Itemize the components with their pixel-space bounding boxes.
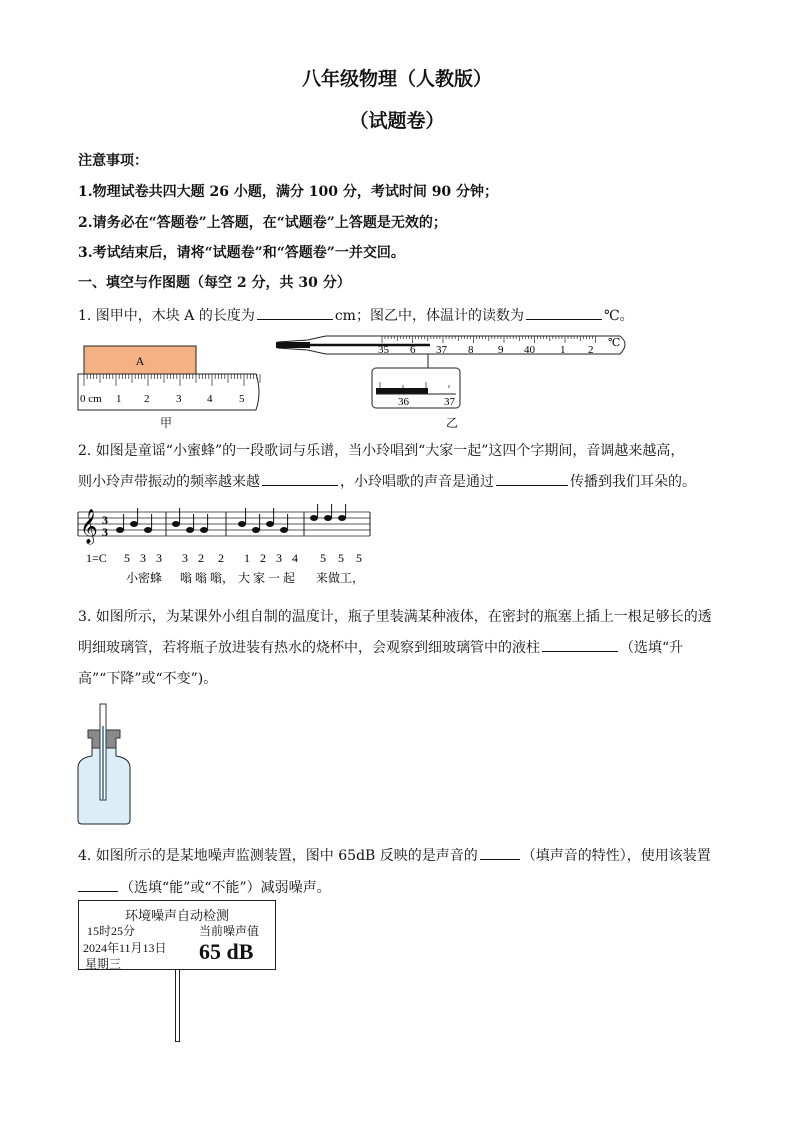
lyric-3: 大 家 一 起 [238, 571, 296, 585]
question-2-line-2 [78, 471, 696, 491]
ruler-label-4: 4 [207, 393, 213, 405]
jianpu-number: 4 [292, 551, 298, 565]
q1-blank-1[interactable] [257, 305, 333, 320]
question-2-line-1: 2. 如图是童谣“小蜜蜂”的一段歌词与乐谱，当小玲唱到“大家一起”这四个字期间，音调越来越高， [78, 443, 685, 459]
q2-blank-2[interactable] [496, 471, 568, 486]
note-head [310, 515, 318, 521]
q3-text-a: 明细玻璃管，若将瓶子放进装有热水的烧杯中，会观察到细玻璃管中的液柱 [78, 640, 540, 656]
question-3-line-2 [78, 637, 683, 657]
zoom-label-37: 37 [444, 396, 455, 408]
note-head [238, 521, 246, 527]
q4-text-a: 4. 如图所示的是某地噪声监测装置，图中 65dB 反映的是声音的 [78, 848, 478, 864]
sign-noise-value: 65 dB [199, 939, 254, 964]
q1-text-b: cm；图乙中，体温计的读数为 [334, 308, 524, 324]
question-4-line-2 [78, 877, 331, 897]
q2-text-c: 传播到我们耳朵的。 [570, 474, 696, 490]
note-head [186, 527, 194, 533]
q4-blank-1[interactable] [480, 845, 520, 860]
note-head [266, 521, 274, 527]
jianpu-number: 3 [276, 551, 282, 565]
note-head [172, 521, 180, 527]
bottle-thermometer-figure [74, 700, 136, 828]
block-label: A [135, 354, 145, 368]
thermo-label-42: 2 [588, 344, 594, 356]
q4-text-b2: （选填“能”或“不能”）减弱噪声。 [120, 880, 331, 896]
sign-weekday: 星期三 [85, 957, 122, 971]
jianpu-number: 2 [218, 551, 224, 565]
note-head [338, 515, 346, 521]
caption-yi: 乙 [446, 416, 459, 430]
q3-text-b: （选填“升 [620, 640, 684, 656]
noise-monitor-sign [78, 900, 276, 970]
note-head [130, 521, 138, 527]
zoom-label-36: 36 [398, 396, 409, 408]
jianpu-number: 2 [198, 551, 204, 565]
question-3-line-1: 3. 如图所示，为某课外小组自制的温度计，瓶子里装满某种液体，在密封的瓶塞上插上一根足够长的透 [78, 609, 712, 625]
note-item-1: 1.物理试卷共四大题 26 小题，满分 100 分，考试时间 90 分钟； [78, 184, 499, 200]
sign-title: 环境噪声自动检测 [124, 908, 229, 923]
thermo-label-38: 8 [468, 344, 474, 356]
thermo-label-39: 9 [498, 344, 504, 356]
question-3-line-3: 高”“下降”或“不变”)。 [78, 671, 218, 687]
ruler-body [78, 374, 259, 410]
thermo-label-40: 40 [524, 344, 535, 356]
note-item-2: 2.请务必在“答题卷”上答题，在“试题卷”上答题是无效的； [78, 215, 447, 231]
note-head [252, 527, 260, 533]
q2-text-a: 则小玲声带振动的频率越来越 [78, 474, 260, 490]
treble-clef-icon: 𝄞 [80, 510, 98, 543]
note-head [116, 527, 124, 533]
lyric-4: 来做工， [316, 571, 365, 585]
ruler-label-5: 5 [239, 393, 245, 405]
jianpu-numbers [124, 551, 362, 565]
key-label: 1=C [86, 551, 107, 565]
jianpu-number: 3 [182, 551, 188, 565]
jianpu-number: 3 [140, 551, 146, 565]
note-head [324, 515, 332, 521]
notes-heading: 注意事项： [78, 153, 148, 169]
time-signature-top: 3 [102, 513, 108, 527]
jianpu-number: 5 [356, 551, 362, 565]
question-4-line-1 [78, 845, 711, 865]
ruler-label-1: 1 [116, 393, 122, 405]
ruler-label-3: 3 [176, 393, 182, 405]
q4-text-b: （填声音的特性），使用该装置 [521, 848, 711, 864]
q3-blank-1[interactable] [542, 637, 618, 652]
jianpu-number: 5 [320, 551, 326, 565]
sign-date: 2024年11月13日 [83, 941, 167, 955]
music-notes [116, 504, 346, 533]
q1-blank-2[interactable] [526, 305, 602, 320]
time-signature-bottom: 3 [102, 525, 108, 539]
ruler-label-2: 2 [144, 393, 150, 405]
q2-blank-1[interactable] [262, 471, 338, 486]
music-score-figure [76, 504, 376, 590]
jianpu-number: 2 [260, 551, 266, 565]
jianpu-number: 1 [244, 551, 250, 565]
jianpu-number: 5 [124, 551, 130, 565]
jianpu-number: 5 [338, 551, 344, 565]
page-subtitle: （试题卷） [349, 110, 445, 132]
lyric-1: 小密蜂 [126, 571, 163, 585]
q1-text-c: ℃。 [603, 308, 634, 324]
jianpu-number: 3 [156, 551, 162, 565]
lyric-2: 嗡 嗡 嗡， [180, 571, 235, 585]
thermometer-figure [272, 332, 632, 412]
thermo-label-37: 37 [436, 344, 447, 356]
ruler-figure [76, 344, 266, 414]
thermo-label-41: 1 [560, 344, 566, 356]
zoom-mercury [376, 388, 428, 394]
sign-time: 15时25分 [87, 924, 136, 938]
section-heading: 一、填空与作图题（每空 2 分，共 30 分） [78, 275, 351, 291]
note-head [144, 527, 152, 533]
sign-value-label: 当前噪声值 [199, 924, 260, 938]
q2-text-b: ，小玲唱歌的声音是通过 [340, 474, 494, 490]
thermometer-bulb [276, 342, 310, 348]
note-item-3: 3.考试结束后，请将“试题卷”和“答题卷”一并交回。 [78, 245, 405, 261]
question-1-text [78, 305, 634, 325]
note-head [280, 527, 288, 533]
caption-jia: 甲 [160, 416, 173, 430]
thermo-label-36: 6 [410, 344, 416, 356]
sign-pole [175, 970, 180, 1042]
thermo-unit: ℃ [608, 337, 621, 349]
page-title: 八年级物理（人教版） [301, 68, 492, 90]
q1-text-a: 1. 图甲中，木块 A 的长度为 [78, 308, 255, 324]
q4-blank-2[interactable] [78, 877, 118, 892]
thermo-label-35: 35 [378, 344, 389, 356]
note-head [200, 527, 208, 533]
ruler-label-0: 0 cm [80, 393, 102, 405]
